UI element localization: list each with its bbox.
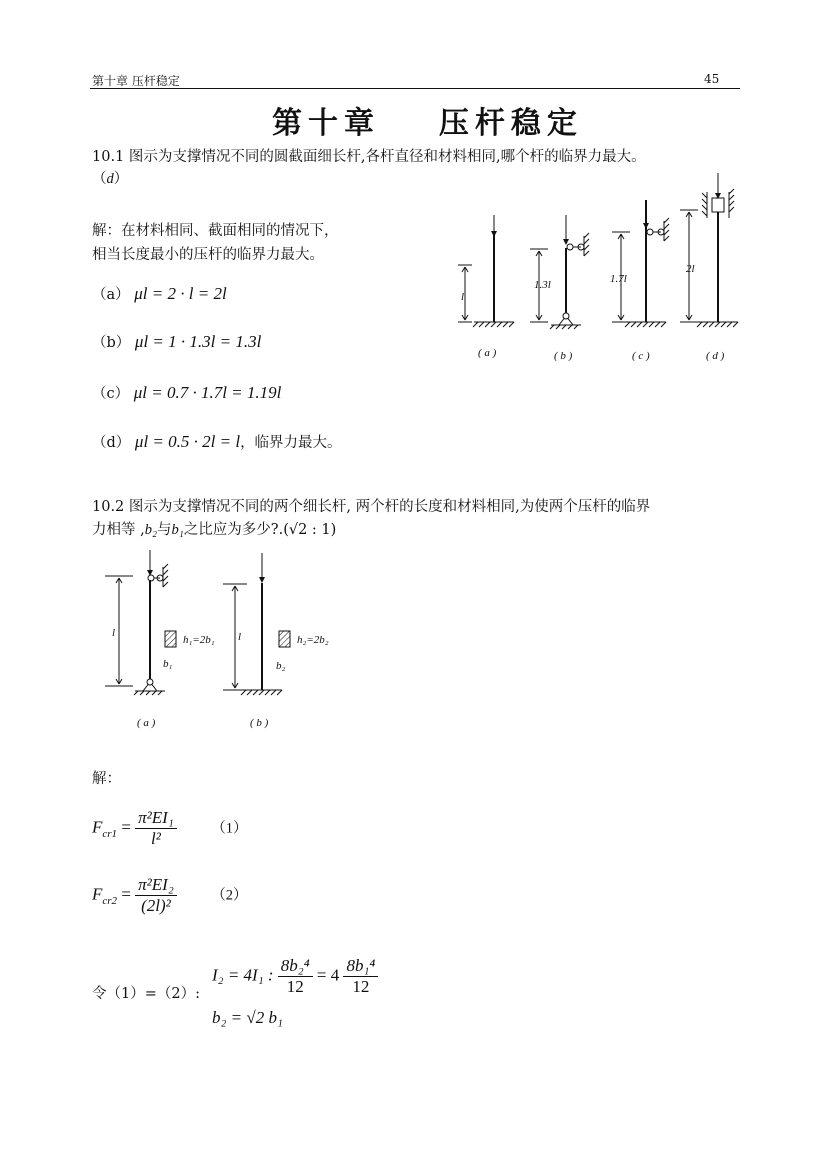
q2-text-b: 与 [157,522,172,538]
eq3-mid: = 4 [316,965,340,985]
equation-a [92,283,227,306]
page-number: 45 [704,72,720,86]
length-label-a: l [461,291,465,303]
answer-paren-open: （ [92,171,107,187]
equation-1: $F_{cr1}$ = $\frac{\text{π²EI₁}}{\text{l²}}$ （1） [92,808,248,848]
equation-b-tag: （b） [92,335,131,351]
eq3-fraction-b [343,956,378,997]
figure-label-2a: ( a ) [137,717,156,729]
length-label-2b: l [238,631,242,643]
equation-c-formula: μl = 0.7 · 1.7l = 1.19l [133,383,282,402]
answer-value: d [106,171,114,187]
equation-2: $F_{cr2}$ = $\frac{\text{π²EI₂}}{\text{(2l)²}}$ （2） [92,875,248,915]
eq1-lhs: F [92,817,103,837]
equation-a-formula: μl = 2 · l = 2l [134,284,227,303]
eq3-numerator-b: 8b₁⁴ [343,956,378,977]
equation-d-tag: （d） [92,435,131,451]
section-width-2b: b₂ [276,660,286,672]
figure-label-d: ( d ) [706,350,725,362]
eq2-lhs: F [92,884,103,904]
column-2b [223,553,290,695]
q2-ratio: √2 : 1 [288,522,331,538]
section-width-2a: b₁ [163,658,173,670]
eq1-denominator: l² [151,829,161,848]
figure-label-b: ( b ) [554,350,573,362]
column-b [530,215,589,329]
column-2a [105,550,176,695]
eq1-fraction [135,808,177,849]
eq3-prefix: 令（1）=（2）: [92,986,200,1002]
question-10-2-line-2 [92,519,336,541]
answer-paren-close: ） [113,171,129,187]
column-d [680,173,738,327]
question-10-2-line-1: 10.2 图示为支撑情况不同的两个细长杆, 两个杆的长度和材料相同,为使两个压杆的临界 [92,499,651,515]
eq3-denominator-b: 12 [352,977,370,996]
eq3-part1: I₂ = 4I₁ : [212,965,274,985]
equation-d-note: ，临界力最大。 [240,435,342,451]
equation-c [92,382,281,405]
chapter-title [272,98,583,142]
eq2-numerator: π²EI₂ [135,875,177,896]
chapter-name: 压杆稳定 [438,106,583,141]
column-a [458,215,514,327]
eq3-denominator-a: 12 [286,977,304,996]
chapter-number: 第十章 [272,106,380,141]
eq2-fraction [135,875,177,916]
equation-b-formula: μl = 1 · 1.3l = 1.3l [134,332,262,351]
eq2-denominator: (2l)² [141,896,171,915]
section-label-2a: h₁=2b₁ [183,634,215,646]
section-label-2b: h₂=2b₂ [297,634,329,646]
length-label-b: 1.3l [534,279,551,291]
equation-a-tag: （a） [92,287,130,303]
equation-b [92,331,261,354]
question-10-1: 10.1 图示为支撑情况不同的圆截面细长杆,各杆直径和材料相同,哪个杆的临界力最大。 [92,149,646,165]
q2-text-d: ) [330,522,337,538]
solution-line-1: 解：在材料相同、截面相同的情况下， [92,223,339,239]
length-label-2a: l [112,627,116,639]
eq2-tag: （2） [211,887,248,904]
length-label-c: 1.7l [610,273,627,285]
figure-label-c: ( c ) [632,350,650,362]
running-header-title: 第十章 压杆稳定 [92,74,180,88]
equation-d [92,431,342,454]
question-10-1-answer [92,168,128,190]
q2-b2: b₂ [144,522,158,538]
column-c [612,200,669,327]
solution-line-2: 相当长度最小的压杆的临界力最大。 [92,247,324,263]
eq1-lhs-sub: cr1 [102,827,118,840]
equation-3 [212,956,378,997]
figure-10-1 [450,170,750,370]
equation-c-tag: （c） [92,386,130,402]
figure-10-2 [95,548,365,738]
figure-label-2b: ( b ) [250,717,269,729]
eq3-numerator-a: 8b₂⁴ [278,956,313,977]
header-rule [90,88,740,89]
length-label-d: 2l [686,263,695,275]
eq3-fraction-a [278,956,313,997]
eq2-lhs-sub: cr2 [102,894,118,907]
q2-b1: b₁ [171,522,184,538]
eq1-tag: （1） [211,820,248,837]
q2-text-a: 力相等 , [92,522,145,538]
equation-d-formula: μl = 0.5 · 2l = l [134,432,241,451]
solution-label: 解： [92,771,121,787]
q2-text-c: 之比应为多少?.( [183,522,289,538]
figure-label-a: ( a ) [478,347,497,359]
eq1-numerator: π²EI₁ [135,808,177,829]
equation-4: b₂ = √2 b₁ [212,1008,283,1027]
